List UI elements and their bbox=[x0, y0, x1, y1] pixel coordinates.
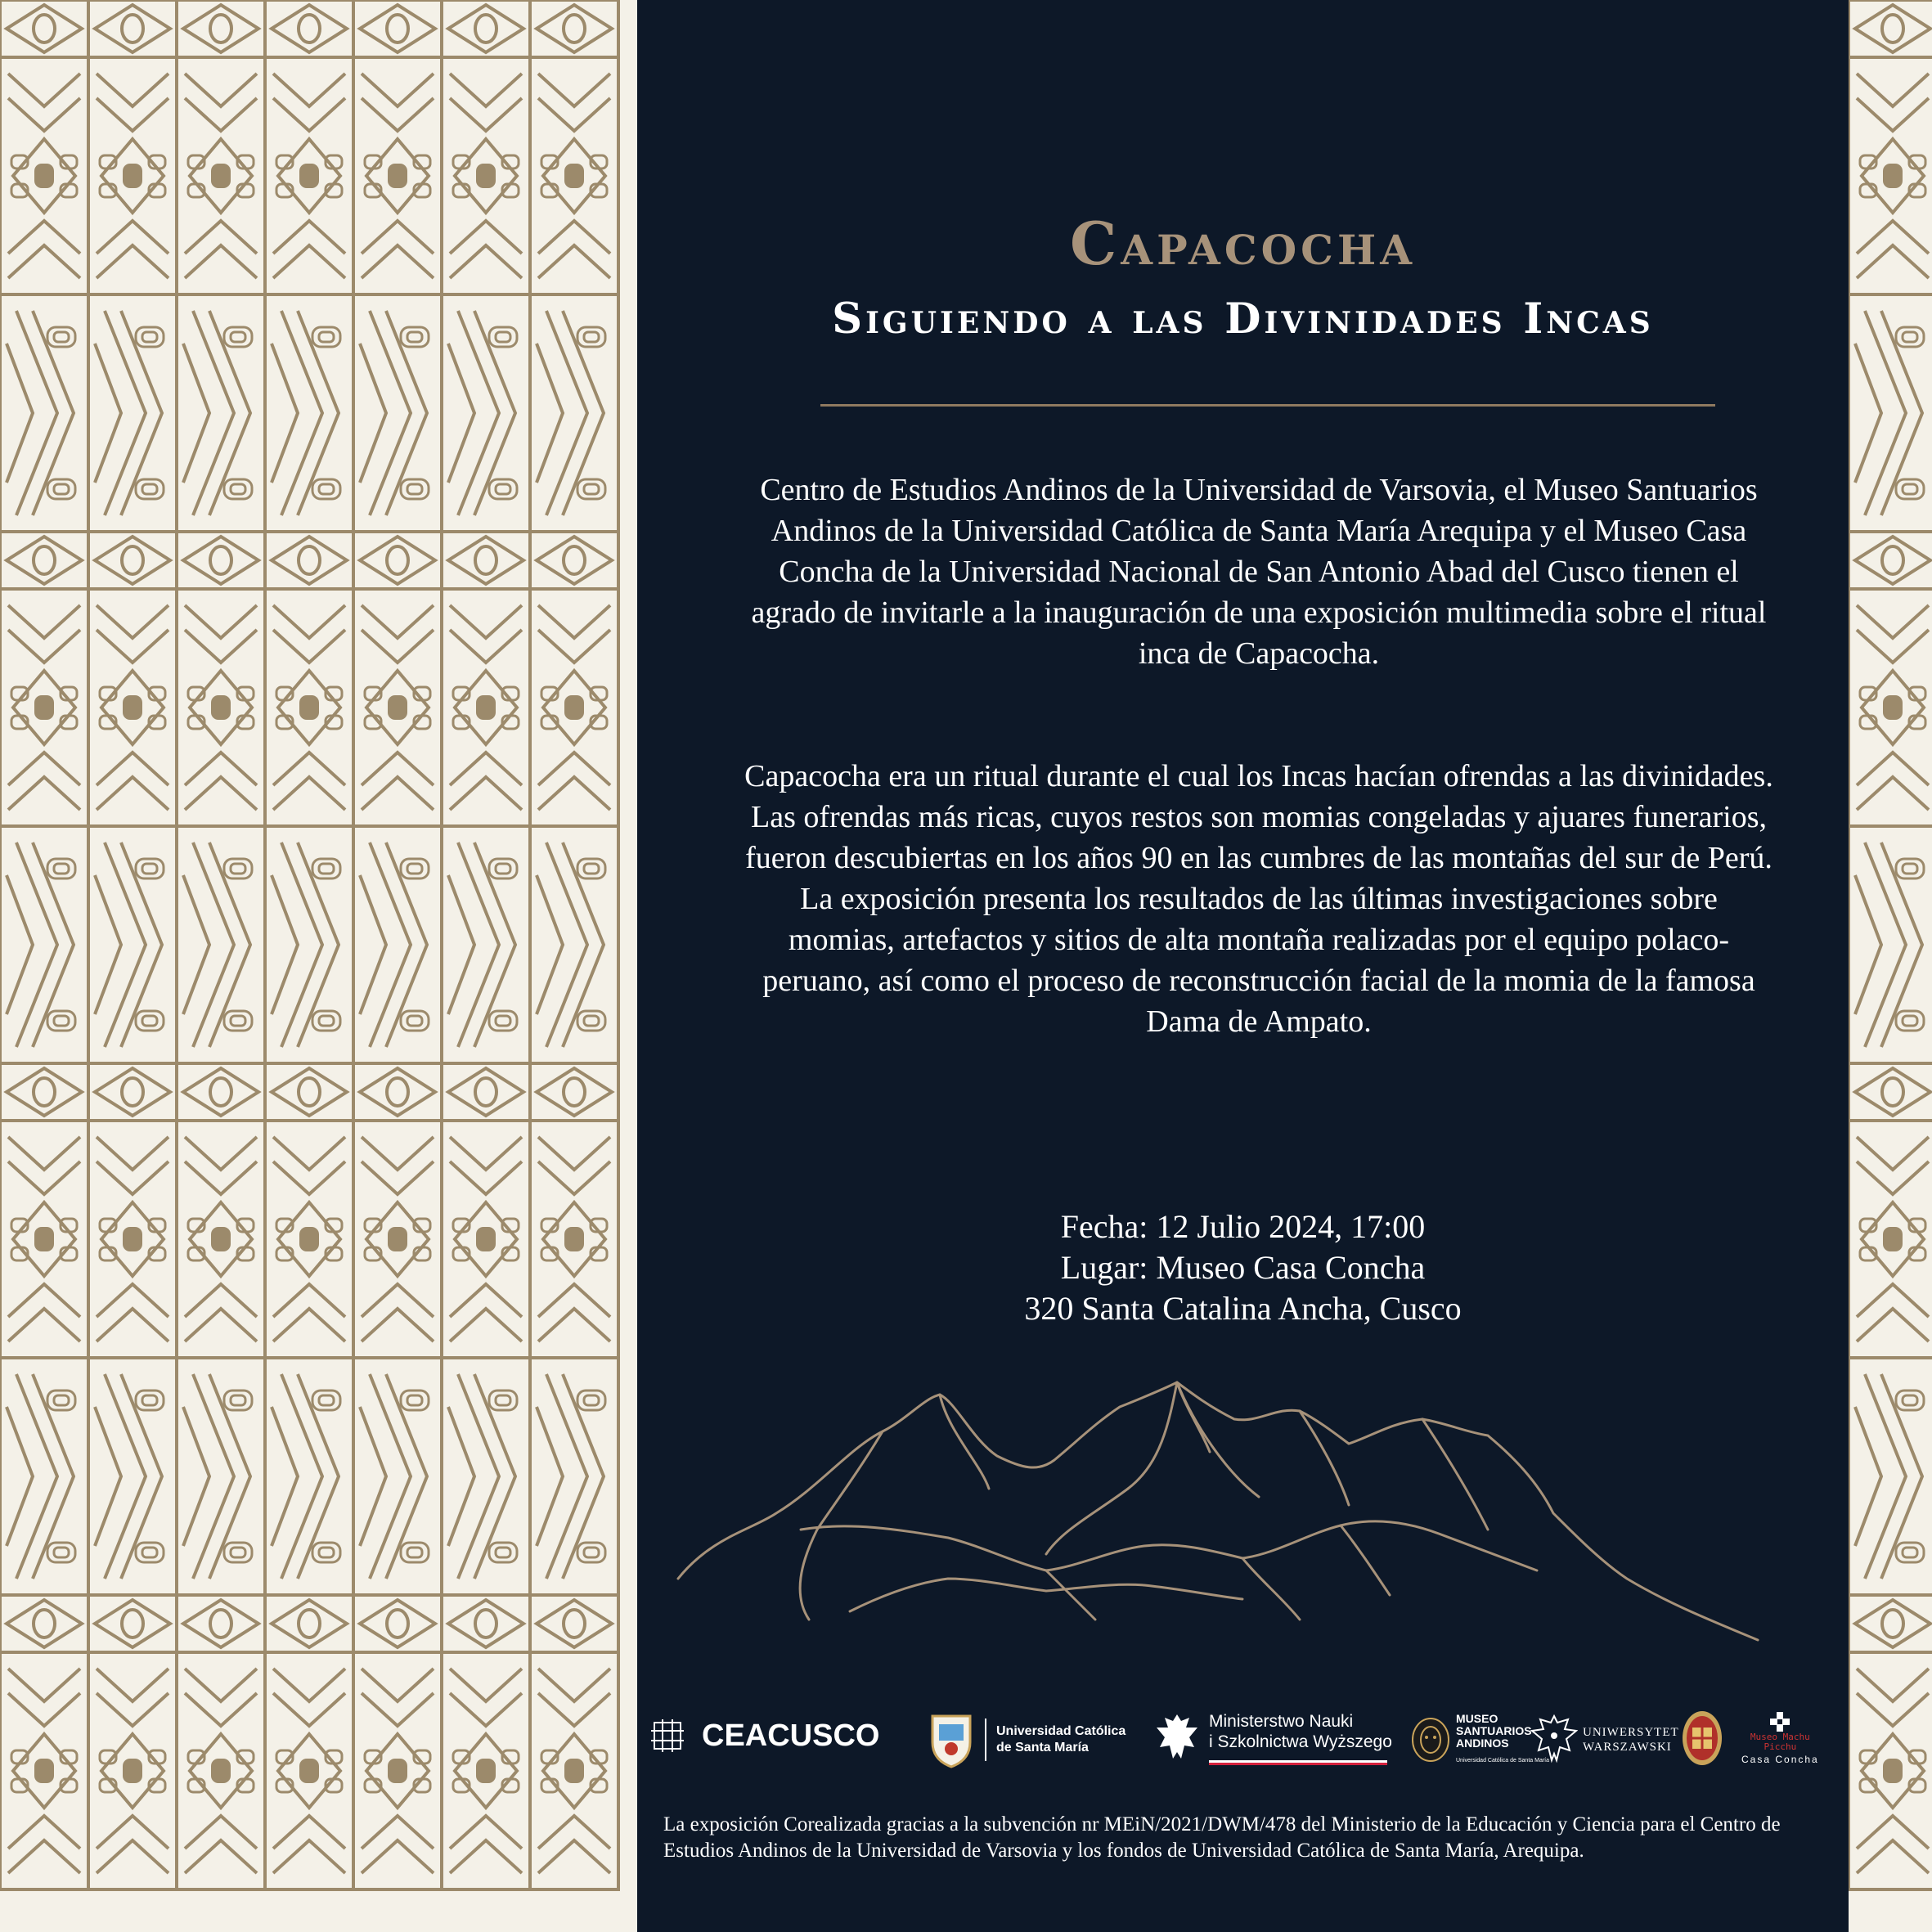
andean-pattern-right bbox=[1849, 0, 1932, 1932]
mmp-label-line3: Casa Concha bbox=[1741, 1754, 1819, 1765]
andean-pattern-right-graphic bbox=[1849, 0, 1932, 1932]
ministry-logo bbox=[1153, 1710, 1392, 1767]
andean-pattern-left-graphic bbox=[0, 0, 637, 1932]
ministry-label-line2: i Szkolnictwa Wyższego bbox=[1209, 1732, 1392, 1751]
msa-label-line1: MUSEO bbox=[1456, 1712, 1498, 1725]
ucsm-logo bbox=[928, 1711, 1126, 1768]
mmp-label-line2: Picchu bbox=[1764, 1741, 1797, 1752]
event-title: Capacocha bbox=[1069, 209, 1417, 278]
ucsm-crest-icon bbox=[928, 1711, 975, 1768]
funding-footnote: La exposición Corealizada gracias a la subvención nr MEiN/2021/DWM/478 del Ministerio de la Educación y Ciencia para el Centro de Estudios Andinos de la Universidad de Varsovia y los fondos de Universidad Católica de Santa María, Arequipa. bbox=[663, 1813, 1781, 1862]
uw-eagle-icon bbox=[1530, 1713, 1578, 1767]
invitation-paragraph: Centro de Estudios Andinos de la Universidad de Varsovia, el Museo Santuarios Andinos de la Universidad Católica de Santa María Arequipa y el Museo Casa Concha de la Universidad Nacional de San Antonio Abad del Cusco tienen el agrado de invitarle a la inauguración de una exposición multimedia sobre el ritual inca de Capacocha. bbox=[751, 473, 1767, 671]
polish-eagle-icon bbox=[1153, 1710, 1201, 1767]
ceacusco-logo bbox=[649, 1718, 879, 1754]
uniwersytet-warszawski-logo bbox=[1530, 1713, 1679, 1767]
partner-logos bbox=[637, 1701, 1849, 1799]
ministry-label bbox=[1209, 1711, 1392, 1766]
divider bbox=[820, 404, 1715, 407]
chakana-icon bbox=[1769, 1711, 1790, 1732]
msa-small-label: Universidad Católica de Santa María bbox=[1456, 1758, 1550, 1764]
unsaac-crest-logo bbox=[1681, 1710, 1723, 1767]
mmp-label-line1: Museo Machu bbox=[1750, 1732, 1810, 1742]
andean-pattern-left bbox=[0, 0, 637, 1932]
msa-label-line2: SANTUARIOS bbox=[1456, 1724, 1532, 1737]
unsaac-crest-icon bbox=[1681, 1710, 1723, 1767]
ceacusco-label: CEACUSCO bbox=[702, 1718, 880, 1753]
ceacusco-mark-icon bbox=[649, 1718, 685, 1754]
uw-label bbox=[1583, 1725, 1679, 1755]
event-address: 320 Santa Catalina Ancha, Cusco bbox=[1024, 1290, 1462, 1327]
msa-mask-icon bbox=[1410, 1716, 1451, 1764]
ucsm-label-line2: de Santa María bbox=[996, 1741, 1089, 1755]
event-date: Fecha: 12 Julio 2024, 17:00 bbox=[1060, 1208, 1426, 1245]
museo-machu-picchu-logo bbox=[1741, 1711, 1819, 1765]
ucsm-label-line1: Universidad Católica bbox=[996, 1724, 1126, 1738]
ucsm-label bbox=[996, 1723, 1126, 1756]
description-paragraph: Capacocha era un ritual durante el cual los Incas hacían ofrendas a las divinidades. Las ofrendas más ricas, cuyos restos son momias congeladas y ajuares funerarios, fueron descubiertas en los años 90 en las cumbres de las montañas del sur de Perú. La exposición presenta los resultados de las últimas investigaciones sobre momias, artefactos y sitios de alta montaña realizadas por el equipo polaco-peruano, así como el proceso de reconstrucción facial de la momia de la famosa Dama de Ampato. bbox=[744, 759, 1773, 1039]
event-subtitle: Siguiendo a las Divinidades Incas bbox=[832, 294, 1654, 344]
msa-label-line3: ANDINOS bbox=[1456, 1737, 1509, 1750]
uw-label-line2: WARSZAWSKI bbox=[1583, 1741, 1672, 1754]
polish-flag-stripe bbox=[1209, 1760, 1387, 1766]
event-details bbox=[637, 1206, 1849, 1329]
event-place: Lugar: Museo Casa Concha bbox=[1060, 1249, 1426, 1286]
uw-label-line1: UNIWERSYTET bbox=[1583, 1726, 1679, 1739]
museo-santuarios-andinos-logo bbox=[1410, 1713, 1549, 1767]
mountain-illustration bbox=[637, 1374, 1849, 1669]
ucsm-separator bbox=[985, 1719, 986, 1761]
invitation-panel bbox=[637, 0, 1849, 1932]
ministry-label-line1: Ministerstwo Nauki bbox=[1209, 1711, 1354, 1731]
